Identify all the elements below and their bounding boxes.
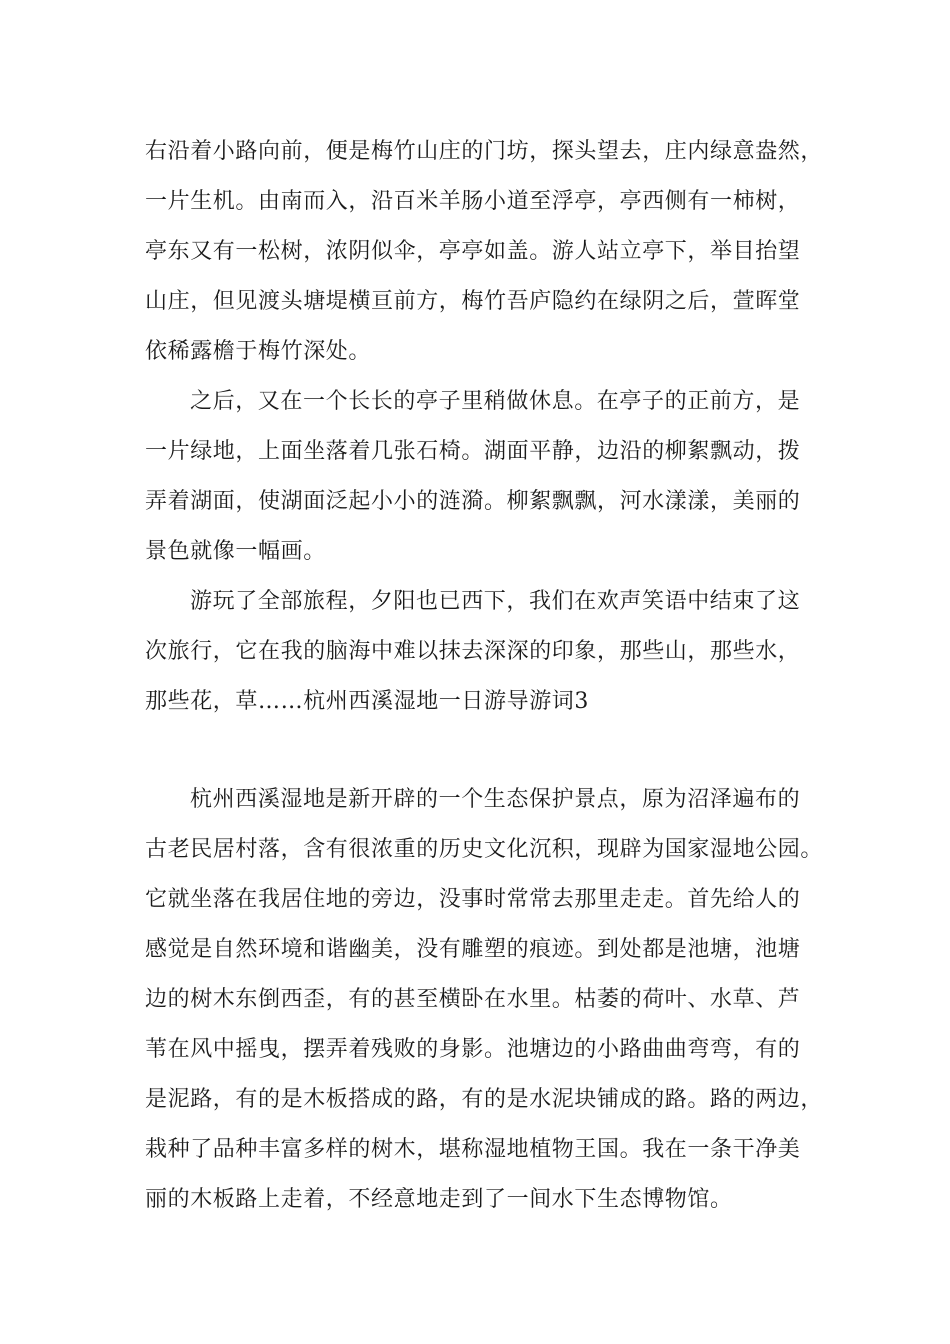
- paragraph-2-line-1: 之后，又在一个长长的亭子里稍做休息。在亭子的正前方，是: [190, 389, 801, 414]
- paragraph-4-line-5: 边的树木东倒西歪，有的甚至横卧在水里。枯萎的荷叶、水草、芦: [145, 987, 801, 1012]
- paragraph-4-line-7: 是泥路，有的是木板搭成的路，有的是水泥块铺成的路。路的两边，: [145, 1087, 824, 1112]
- paragraph-4-line-4: 感觉是自然环境和谐幽美，没有雕塑的痕迹。到处都是池塘，池塘: [145, 937, 801, 962]
- paragraph-4-line-3: 它就坐落在我居住地的旁边，没事时常常去那里走走。首先给人的: [145, 887, 801, 912]
- paragraph-4-line-8: 栽种了品种丰富多样的树木，堪称湿地植物王国。我在一条干净美: [145, 1137, 801, 1162]
- paragraph-3-line-2: 次旅行，它在我的脑海中难以抹去深深的印象，那些山，那些水，: [145, 639, 801, 664]
- paragraph-1-line-3: 亭东又有一松树，浓阴似伞，亭亭如盖。游人站立亭下，举目抬望: [145, 239, 801, 264]
- paragraph-4-line-9: 丽的木板路上走着，不经意地走到了一间水下生态博物馆。: [145, 1187, 733, 1212]
- paragraph-4-line-6: 苇在风中摇曳，摆弄着残败的身影。池塘边的小路曲曲弯弯，有的: [145, 1037, 801, 1062]
- paragraph-3-line-1: 游玩了全部旅程，夕阳也已西下，我们在欢声笑语中结束了这: [190, 589, 801, 614]
- paragraph-4-line-2: 古老民居村落，含有很浓重的历史文化沉积，现辟为国家湿地公园。: [145, 837, 824, 862]
- paragraph-1-line-5: 依稀露檐于梅竹深处。: [145, 339, 372, 364]
- paragraph-1-line-4: 山庄，但见渡头塘堤横亘前方，梅竹吾庐隐约在绿阴之后，萱晖堂: [145, 289, 801, 314]
- paragraph-4-line-1: 杭州西溪湿地是新开辟的一个生态保护景点，原为沼泽遍布的: [190, 787, 801, 812]
- paragraph-2-line-3: 弄着湖面，使湖面泛起小小的涟漪。柳絮飘飘，河水漾漾，美丽的: [145, 489, 801, 514]
- paragraph-2-line-2: 一片绿地，上面坐落着几张石椅。湖面平静，边沿的柳絮飘动，拨: [145, 439, 801, 464]
- paragraph-3-line-3: 那些花，草……杭州西溪湿地一日游导游词3: [145, 689, 589, 714]
- paragraph-1-line-1: 右沿着小路向前，便是梅竹山庄的门坊，探头望去，庄内绿意盎然，: [145, 139, 824, 164]
- paragraph-2-line-4: 景色就像一幅画。: [145, 539, 326, 564]
- paragraph-1-line-2: 一片生机。由南而入，沿百米羊肠小道至浮亭，亭西侧有一柿树，: [145, 189, 801, 214]
